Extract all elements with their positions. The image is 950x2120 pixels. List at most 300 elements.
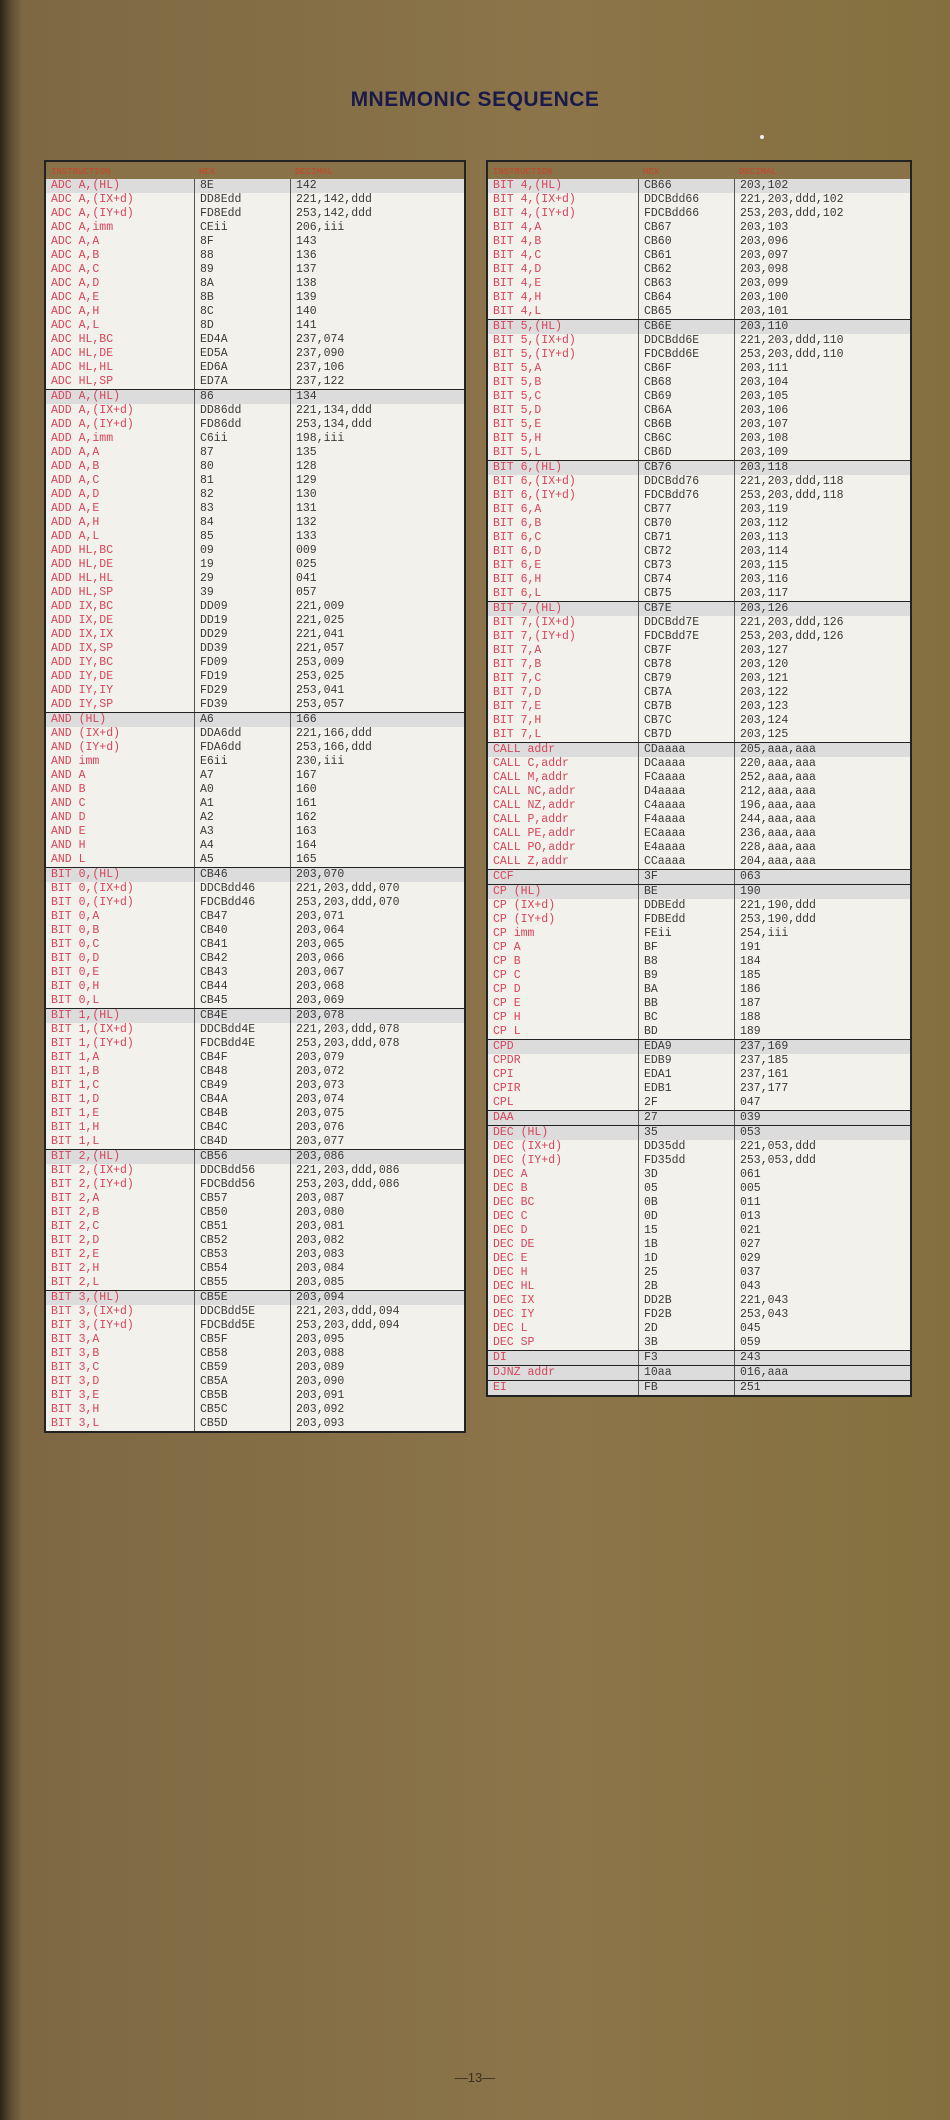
- instruction-cell: ADC A,(IY+d): [51, 207, 134, 220]
- decimal-cell: 166: [290, 713, 464, 727]
- hex-cell: CB46: [194, 868, 290, 882]
- table-row: [488, 997, 910, 1011]
- hex-cell: FDBEdd: [638, 913, 734, 927]
- table-row: [46, 488, 464, 502]
- decimal-cell: 143: [290, 235, 464, 249]
- instruction-group: [488, 602, 910, 743]
- instruction-cell: AND C: [51, 797, 86, 810]
- instruction-cell: DEC (IY+d): [493, 1154, 563, 1167]
- decimal-cell: 140: [290, 305, 464, 319]
- instruction-cell: BIT 5,(IX+d): [493, 334, 576, 347]
- table-row: [488, 1308, 910, 1322]
- decimal-cell: 253,203,ddd,086: [290, 1178, 464, 1192]
- decimal-cell: 203,099: [734, 277, 910, 291]
- hex-cell: CB77: [638, 503, 734, 517]
- decimal-cell: 203,108: [734, 432, 910, 446]
- instruction-cell: BIT 2,D: [51, 1234, 100, 1247]
- table-row: [488, 1336, 910, 1350]
- instruction-cell: BIT 4,C: [493, 249, 542, 262]
- decimal-cell: 190: [734, 885, 910, 899]
- table-row: [488, 1351, 910, 1365]
- hex-cell: CB6D: [638, 446, 734, 460]
- hex-cell: FEii: [638, 927, 734, 941]
- hex-cell: CEii: [194, 221, 290, 235]
- hex-cell: DDCBdd66: [638, 193, 734, 207]
- hex-cell: CB4A: [194, 1093, 290, 1107]
- table-row: [488, 1025, 910, 1039]
- decimal-cell: 045: [734, 1322, 910, 1336]
- hex-cell: CB5C: [194, 1403, 290, 1417]
- decimal-cell: 220,aaa,aaa: [734, 757, 910, 771]
- decimal-cell: 133: [290, 530, 464, 544]
- hex-cell: BC: [638, 1011, 734, 1025]
- decimal-cell: 203,090: [290, 1375, 464, 1389]
- hex-cell: 8D: [194, 319, 290, 333]
- table-row: [488, 983, 910, 997]
- instruction-group: [46, 1009, 464, 1150]
- instruction-cell: BIT 5,D: [493, 404, 542, 417]
- hex-cell: 88: [194, 249, 290, 263]
- table-row: [46, 1361, 464, 1375]
- instruction-cell: ADD HL,SP: [51, 586, 114, 599]
- decimal-cell: 203,127: [734, 644, 910, 658]
- hex-cell: CB69: [638, 390, 734, 404]
- instruction-cell: CPL: [493, 1096, 514, 1109]
- decimal-cell: 251: [734, 1381, 910, 1395]
- instruction-cell: ADD IY,DE: [51, 670, 114, 683]
- table-row: [488, 1196, 910, 1210]
- decimal-cell: 134: [290, 390, 464, 404]
- decimal-cell: 037: [734, 1266, 910, 1280]
- decimal-cell: 203,098: [734, 263, 910, 277]
- table-row: [488, 785, 910, 799]
- instruction-cell: BIT 5,B: [493, 376, 542, 389]
- instruction-cell: BIT 2,(IY+d): [51, 1178, 134, 1191]
- instruction-cell: ADC A,D: [51, 277, 100, 290]
- hex-cell: CB66: [638, 179, 734, 193]
- table-row: [488, 870, 910, 884]
- instruction-cell: BIT 7,(HL): [493, 602, 563, 615]
- decimal-cell: 021: [734, 1224, 910, 1238]
- instruction-cell: DEC L: [493, 1322, 528, 1335]
- hex-cell: CB5D: [194, 1417, 290, 1431]
- right-table-body: [488, 179, 910, 1395]
- instruction-cell: BIT 7,D: [493, 686, 542, 699]
- table-row: [46, 896, 464, 910]
- hex-cell: A1: [194, 797, 290, 811]
- instruction-group: [488, 1040, 910, 1111]
- hex-cell: DD09: [194, 600, 290, 614]
- instruction-cell: BIT 5,H: [493, 432, 542, 445]
- hex-cell: CB61: [638, 249, 734, 263]
- header-hex: HEX: [199, 167, 216, 177]
- hex-cell: CDaaaa: [638, 743, 734, 757]
- instruction-cell: AND imm: [51, 755, 100, 768]
- hex-cell: DDCBdd7E: [638, 616, 734, 630]
- hex-cell: CB51: [194, 1220, 290, 1234]
- decimal-cell: 203,092: [290, 1403, 464, 1417]
- hex-cell: CB52: [194, 1234, 290, 1248]
- hex-cell: DD39: [194, 642, 290, 656]
- hex-cell: CB4B: [194, 1107, 290, 1121]
- hex-cell: CB7A: [638, 686, 734, 700]
- instruction-cell: ADD IX,IX: [51, 628, 114, 641]
- right-table-header: [488, 162, 910, 179]
- decimal-cell: 203,112: [734, 517, 910, 531]
- hex-cell: FDCBdd66: [638, 207, 734, 221]
- instruction-cell: ADD A,H: [51, 516, 100, 529]
- decimal-cell: 237,185: [734, 1054, 910, 1068]
- table-row: [46, 221, 464, 235]
- instruction-cell: CALL addr: [493, 743, 556, 756]
- hex-cell: EDA9: [638, 1040, 734, 1054]
- decimal-cell: 203,096: [734, 235, 910, 249]
- decimal-cell: 253,203,ddd,094: [290, 1319, 464, 1333]
- instruction-cell: ADD HL,DE: [51, 558, 114, 571]
- instruction-cell: ADD A,C: [51, 474, 100, 487]
- instruction-cell: BIT 0,(IY+d): [51, 896, 134, 909]
- table-row: [488, 743, 910, 757]
- decimal-cell: 203,070: [290, 868, 464, 882]
- instruction-cell: CP E: [493, 997, 521, 1010]
- decimal-cell: 237,106: [290, 361, 464, 375]
- decimal-cell: 253,057: [290, 698, 464, 712]
- decimal-cell: 203,066: [290, 952, 464, 966]
- decimal-cell: 253,203,ddd,110: [734, 348, 910, 362]
- decimal-cell: 039: [734, 1111, 910, 1125]
- instruction-cell: CP imm: [493, 927, 535, 940]
- decimal-cell: 203,083: [290, 1248, 464, 1262]
- instruction-group: [46, 390, 464, 713]
- instruction-cell: BIT 2,H: [51, 1262, 100, 1275]
- hex-cell: 81: [194, 474, 290, 488]
- decimal-cell: 203,094: [290, 1291, 464, 1305]
- table-row: [46, 628, 464, 642]
- decimal-cell: 131: [290, 502, 464, 516]
- instruction-cell: ADD IX,SP: [51, 642, 114, 655]
- instruction-cell: DEC (IX+d): [493, 1140, 563, 1153]
- table-row: [488, 728, 910, 742]
- decimal-cell: 138: [290, 277, 464, 291]
- table-row: [488, 221, 910, 235]
- hex-cell: 83: [194, 502, 290, 516]
- instruction-cell: BIT 2,C: [51, 1220, 100, 1233]
- table-row: [46, 1347, 464, 1361]
- hex-cell: B8: [638, 955, 734, 969]
- instruction-cell: BIT 3,A: [51, 1333, 100, 1346]
- instruction-cell: BIT 5,(IY+d): [493, 348, 576, 361]
- hex-cell: A5: [194, 853, 290, 867]
- table-row: [46, 347, 464, 361]
- decimal-cell: 057: [290, 586, 464, 600]
- table-row: [46, 558, 464, 572]
- hex-cell: FD29: [194, 684, 290, 698]
- table-row: [488, 277, 910, 291]
- hex-cell: 1B: [638, 1238, 734, 1252]
- decimal-cell: 196,aaa,aaa: [734, 799, 910, 813]
- table-row: [46, 656, 464, 670]
- decimal-cell: 187: [734, 997, 910, 1011]
- hex-cell: 8A: [194, 277, 290, 291]
- decimal-cell: 164: [290, 839, 464, 853]
- instruction-cell: ADD A,B: [51, 460, 100, 473]
- instruction-cell: ADD A,(IX+d): [51, 404, 134, 417]
- decimal-cell: 221,203,ddd,078: [290, 1023, 464, 1037]
- decimal-cell: 184: [734, 955, 910, 969]
- decimal-cell: 236,aaa,aaa: [734, 827, 910, 841]
- hex-cell: D4aaaa: [638, 785, 734, 799]
- instruction-cell: BIT 3,D: [51, 1375, 100, 1388]
- hex-cell: FDCBdd76: [638, 489, 734, 503]
- decimal-cell: 221,203,ddd,086: [290, 1164, 464, 1178]
- decimal-cell: 203,075: [290, 1107, 464, 1121]
- header-decimal: DECIMAL: [739, 167, 777, 177]
- instruction-cell: CALL NZ,addr: [493, 799, 576, 812]
- table-row: [488, 1140, 910, 1154]
- decimal-cell: 161: [290, 797, 464, 811]
- hex-cell: ED7A: [194, 375, 290, 389]
- table-row: [46, 1135, 464, 1149]
- table-row: [488, 1366, 910, 1380]
- hex-cell: 8B: [194, 291, 290, 305]
- instruction-cell: ADC A,C: [51, 263, 100, 276]
- table-row: [488, 320, 910, 334]
- instruction-cell: BIT 3,E: [51, 1389, 100, 1402]
- table-row: [46, 755, 464, 769]
- table-row: [46, 572, 464, 586]
- table-row: [488, 1266, 910, 1280]
- hex-cell: CB68: [638, 376, 734, 390]
- table-row: [46, 924, 464, 938]
- decimal-cell: 221,057: [290, 642, 464, 656]
- hex-cell: E6ii: [194, 755, 290, 769]
- instruction-cell: ADC HL,SP: [51, 375, 114, 388]
- decimal-cell: 204,aaa,aaa: [734, 855, 910, 869]
- decimal-cell: 005: [734, 1182, 910, 1196]
- decimal-cell: 221,053,ddd: [734, 1140, 910, 1154]
- decimal-cell: 191: [734, 941, 910, 955]
- instruction-cell: BIT 0,(HL): [51, 868, 121, 881]
- instruction-cell: BIT 4,(IY+d): [493, 207, 576, 220]
- instruction-cell: CP A: [493, 941, 521, 954]
- decimal-cell: 221,203,ddd,110: [734, 334, 910, 348]
- table-row: [488, 390, 910, 404]
- hex-cell: A4: [194, 839, 290, 853]
- instruction-cell: ADD IY,SP: [51, 698, 114, 711]
- hex-cell: 82: [194, 488, 290, 502]
- decimal-cell: 203,080: [290, 1206, 464, 1220]
- instruction-cell: BIT 7,C: [493, 672, 542, 685]
- instruction-cell: ADC A,imm: [51, 221, 114, 234]
- hex-cell: CB53: [194, 1248, 290, 1262]
- hex-cell: 10aa: [638, 1366, 734, 1380]
- decimal-cell: 253,053,ddd: [734, 1154, 910, 1168]
- hex-cell: DDCBdd4E: [194, 1023, 290, 1037]
- table-row: [488, 1224, 910, 1238]
- decimal-cell: 237,169: [734, 1040, 910, 1054]
- hex-cell: 8E: [194, 179, 290, 193]
- instruction-cell: BIT 6,C: [493, 531, 542, 544]
- table-row: [46, 1150, 464, 1164]
- decimal-cell: 203,069: [290, 994, 464, 1008]
- instruction-cell: AND B: [51, 783, 86, 796]
- hex-cell: 84: [194, 516, 290, 530]
- table-row: [46, 586, 464, 600]
- table-row: [488, 461, 910, 475]
- hex-cell: CB57: [194, 1192, 290, 1206]
- table-row: [46, 1319, 464, 1333]
- instruction-cell: BIT 2,(IX+d): [51, 1164, 134, 1177]
- table-row: [46, 291, 464, 305]
- hex-cell: CB76: [638, 461, 734, 475]
- instruction-group: [46, 713, 464, 868]
- hex-cell: 89: [194, 263, 290, 277]
- hex-cell: CB49: [194, 1079, 290, 1093]
- table-row: [488, 1322, 910, 1336]
- instruction-group: [488, 1366, 910, 1381]
- decimal-cell: 203,085: [290, 1276, 464, 1290]
- decimal-cell: 141: [290, 319, 464, 333]
- hex-cell: FDCBdd6E: [638, 348, 734, 362]
- table-row: [488, 517, 910, 531]
- table-row: [46, 502, 464, 516]
- instruction-cell: BIT 3,B: [51, 1347, 100, 1360]
- decimal-cell: 053: [734, 1126, 910, 1140]
- table-row: [46, 1164, 464, 1178]
- instruction-cell: ADC A,L: [51, 319, 100, 332]
- table-row: [46, 1403, 464, 1417]
- hex-cell: DDCBdd6E: [638, 334, 734, 348]
- table-row: [46, 1065, 464, 1079]
- hex-cell: 8C: [194, 305, 290, 319]
- table-row: [46, 1375, 464, 1389]
- instruction-cell: AND L: [51, 853, 86, 866]
- table-row: [488, 658, 910, 672]
- table-row: [488, 686, 910, 700]
- instruction-cell: CPDR: [493, 1054, 521, 1067]
- instruction-cell: BIT 4,L: [493, 305, 542, 318]
- table-row: [46, 1333, 464, 1347]
- instruction-cell: CP L: [493, 1025, 521, 1038]
- decimal-cell: 244,aaa,aaa: [734, 813, 910, 827]
- instruction-group: [46, 868, 464, 1009]
- decimal-cell: 203,106: [734, 404, 910, 418]
- hex-cell: CB6A: [638, 404, 734, 418]
- table-row: [46, 1051, 464, 1065]
- instruction-cell: ADC A,(HL): [51, 179, 121, 192]
- decimal-cell: 203,104: [734, 376, 910, 390]
- hex-cell: CB63: [638, 277, 734, 291]
- hex-cell: BE: [638, 885, 734, 899]
- decimal-cell: 203,115: [734, 559, 910, 573]
- table-row: [488, 207, 910, 221]
- instruction-cell: BIT 6,L: [493, 587, 542, 600]
- table-row: [488, 827, 910, 841]
- table-row: [488, 1280, 910, 1294]
- instruction-cell: CALL P,addr: [493, 813, 569, 826]
- table-row: [488, 969, 910, 983]
- instruction-cell: DEC H: [493, 1266, 528, 1279]
- table-row: [46, 1121, 464, 1135]
- instruction-cell: CCF: [493, 870, 514, 883]
- instruction-cell: BIT 4,(HL): [493, 179, 563, 192]
- hex-cell: FCaaaa: [638, 771, 734, 785]
- table-row: [488, 1011, 910, 1025]
- table-row: [488, 1252, 910, 1266]
- instruction-cell: BIT 6,B: [493, 517, 542, 530]
- table-row: [46, 361, 464, 375]
- hex-cell: CB44: [194, 980, 290, 994]
- decimal-cell: 160: [290, 783, 464, 797]
- table-row: [488, 855, 910, 869]
- instruction-cell: ADC A,B: [51, 249, 100, 262]
- table-row: [46, 642, 464, 656]
- hex-cell: CB7C: [638, 714, 734, 728]
- instruction-cell: BIT 0,L: [51, 994, 100, 1007]
- table-row: [488, 249, 910, 263]
- decimal-cell: 203,072: [290, 1065, 464, 1079]
- instruction-cell: ADD A,imm: [51, 432, 114, 445]
- hex-cell: CB56: [194, 1150, 290, 1164]
- decimal-cell: 203,076: [290, 1121, 464, 1135]
- table-row: [488, 432, 910, 446]
- decimal-cell: 203,107: [734, 418, 910, 432]
- table-row: [488, 334, 910, 348]
- decimal-cell: 237,161: [734, 1068, 910, 1082]
- table-row: [488, 1126, 910, 1140]
- hex-cell: 8F: [194, 235, 290, 249]
- decimal-cell: 253,025: [290, 670, 464, 684]
- left-table-body: [46, 179, 464, 1431]
- instruction-cell: ADD IY,BC: [51, 656, 114, 669]
- hex-cell: CB5E: [194, 1291, 290, 1305]
- table-row: [46, 235, 464, 249]
- table-row: [46, 882, 464, 896]
- hex-cell: ED5A: [194, 347, 290, 361]
- hex-cell: CB4D: [194, 1135, 290, 1149]
- decimal-cell: 203,084: [290, 1262, 464, 1276]
- hex-cell: CB6C: [638, 432, 734, 446]
- hex-cell: FD8Edd: [194, 207, 290, 221]
- table-row: [488, 446, 910, 460]
- decimal-cell: 203,079: [290, 1051, 464, 1065]
- hex-cell: DD29: [194, 628, 290, 642]
- hex-cell: ED4A: [194, 333, 290, 347]
- table-row: [488, 630, 910, 644]
- table-row: [46, 1206, 464, 1220]
- instruction-cell: CP B: [493, 955, 521, 968]
- hex-cell: 05: [638, 1182, 734, 1196]
- decimal-cell: 203,088: [290, 1347, 464, 1361]
- hex-cell: F4aaaa: [638, 813, 734, 827]
- table-row: [46, 1107, 464, 1121]
- decimal-cell: 203,122: [734, 686, 910, 700]
- table-row: [46, 1037, 464, 1051]
- decimal-cell: 186: [734, 983, 910, 997]
- hex-cell: CB54: [194, 1262, 290, 1276]
- decimal-cell: 221,009: [290, 600, 464, 614]
- decimal-cell: 253,203,ddd,126: [734, 630, 910, 644]
- table-row: [488, 1168, 910, 1182]
- table-row: [46, 1093, 464, 1107]
- table-row: [46, 1389, 464, 1403]
- decimal-cell: 203,087: [290, 1192, 464, 1206]
- instruction-cell: DEC (HL): [493, 1126, 549, 1139]
- hex-cell: 0D: [638, 1210, 734, 1224]
- decimal-cell: 253,009: [290, 656, 464, 670]
- table-row: [46, 825, 464, 839]
- hex-cell: DD8Edd: [194, 193, 290, 207]
